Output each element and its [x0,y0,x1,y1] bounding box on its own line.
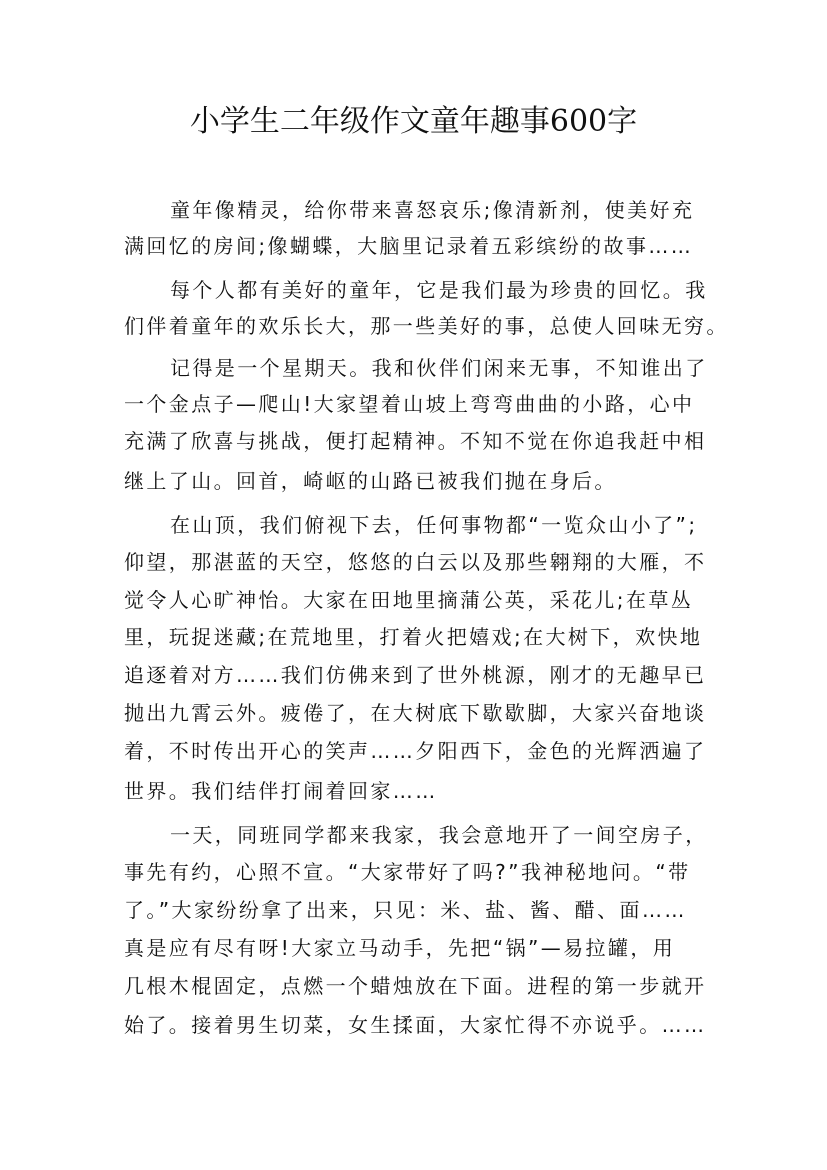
text-line: 世界。我们结伴打闹着回家…… [124,779,438,803]
text-line: 一天，同班同学都来我家，我会意地开了一间空房子， [170,823,708,847]
text-line: 每个人都有美好的童年，它是我们最为珍贵的回忆。我 [170,278,708,302]
text-line: 仰望，那湛蓝的天空，悠悠的白云以及那些翱翔的大雁，不 [124,550,707,574]
text-line: 几根木棍固定，点燃一个蜡烛放在下面。进程的第一步就开 [124,974,707,998]
text-line: 们伴着童年的欢乐长大，那一些美好的事，总使人回味无穷。 [124,314,729,338]
text-line: 童年像精灵，给你带来喜怒哀乐;像清新剂，使美好充 [170,198,695,222]
text-line: 始了。接着男生切菜，女生揉面，大家忙得不亦说乎。…… [124,1013,707,1037]
text-line: 事先有约，心照不宣。“大家带好了吗?”我神秘地问。“带 [124,860,691,884]
text-line: 着，不时传出开心的笑声……夕阳西下，金色的光辉洒遍了 [124,739,707,763]
text-line: 追逐着对方……我们仿佛来到了世外桃源，刚才的无趣早已 [124,663,707,687]
text-line: 抛出九霄云外。疲倦了，在大树底下歇歇脚，大家兴奋地谈 [124,701,707,725]
text-line: 在山顶，我们俯视下去，任何事物都“一览众山小了”; [170,513,698,537]
document-title: 小学生二年级作文童年趣事600字 [189,104,638,139]
text-line: 记得是一个星期天。我和伙伴们闲来无事，不知谁出了 [170,356,708,380]
text-line: 充满了欣喜与挑战，便打起精神。不知不觉在你追我赶中相 [124,429,707,453]
text-line: 继上了山。回首，崎岖的山路已被我们抛在身后。 [124,469,617,493]
text-line: 觉令人心旷神怡。大家在田地里摘蒲公英，采花儿;在草丛 [124,588,694,612]
text-line: 真是应有尽有呀!大家立马动手，先把“锅”—易拉罐，用 [124,936,676,960]
text-line: 满回忆的房间;像蝴蝶，大脑里记录着五彩缤纷的故事…… [124,234,694,258]
text-line: 一个金点子—爬山!大家望着山坡上弯弯曲曲的小路，心中 [124,392,695,416]
text-line: 里，玩捉迷藏;在荒地里，打着火把嬉戏;在大树下，欢快地 [124,625,703,649]
text-line: 了。”大家纷纷拿了出来，只见：米、盐、酱、醋、面…… [124,898,687,922]
